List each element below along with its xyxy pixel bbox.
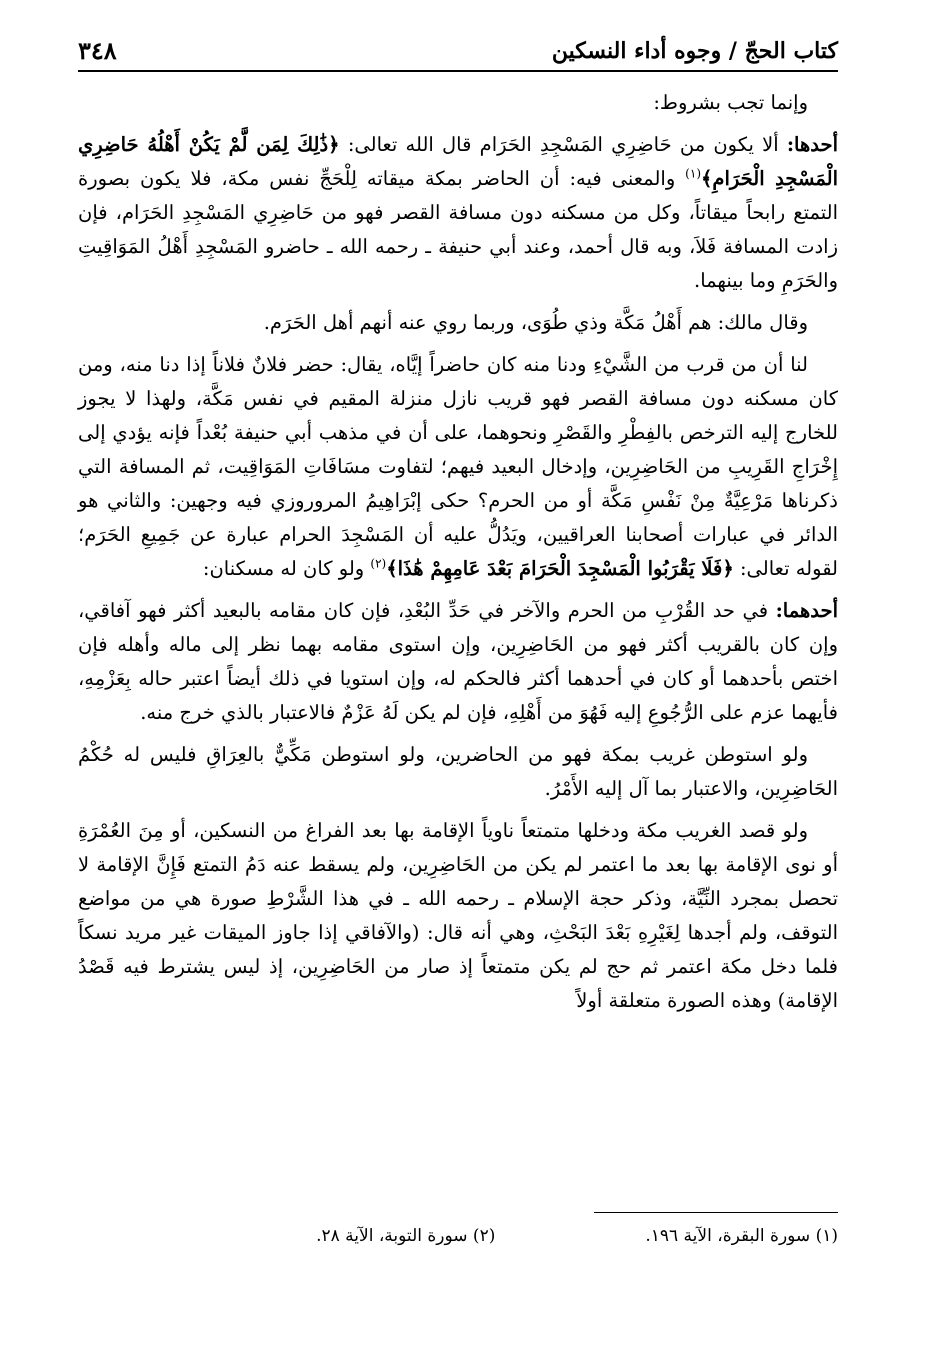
- quran-verse: ﴿فَلَا يَقْرَبُوا الْمَسْجِدَ الْحَرَامَ بَعْدَ عَامِهِمْ هَٰذَا﴾: [386, 557, 734, 580]
- paragraph-text: ألا يكون من حَاضِرِي المَسْجِدِ الحَرَام قال الله تعالى:: [339, 133, 787, 156]
- footnote-ref: (٢): [370, 556, 387, 571]
- paragraph-text: في حد القُرْبِ من الحرم والآخر في حَدِّ البُعْدِ، فإن كان مقامه بالبعيد أكثر فهو آفاقي، وإن كان بالقريب أكثر فهو من الحَاضِرِين، وإن استوى مقامه بهما نظر إلى ماله وأهله فإن اختص بأحدهما أو كان في أحدهما أكثر فالحكم له، وإن استويا في ذلك أيضاً اعتبر حاله بِعَزْمِهِ، فأيهما عزم على الرُّجُوعِ إليه فَهُوَ من أَهْلِهِ، فإن لم يكن لَهُ عَزْمٌ فالاعتبار بالذي خرج منه.: [78, 599, 838, 724]
- quran-verse: ﴿ذَٰلِكَ لِمَن لَّمْ يَكُنْ أَهْلُهُ حَاضِرِي الْمَسْجِدِ الْحَرَامِ﴾: [78, 133, 838, 190]
- paragraph: [78, 814, 838, 1018]
- paragraph: [78, 306, 838, 340]
- paragraph-text-continued: ولو كان له مسكنان:: [202, 557, 371, 580]
- footnote-divider: [594, 1212, 838, 1213]
- paragraph: [78, 738, 838, 806]
- footnote-row: [78, 1223, 838, 1249]
- paragraph: [78, 594, 838, 730]
- footnotes: [78, 1212, 838, 1249]
- paragraph: [78, 128, 838, 298]
- paragraph-lead: أحدهما:: [775, 599, 838, 622]
- running-title: كتاب الحجّ / وجوه أداء النسكين: [551, 38, 838, 64]
- page-header: [78, 26, 838, 72]
- footnote-2: (٢) سورة التوبة، الآية ٢٨.: [316, 1226, 496, 1246]
- page-number: ٣٤٨: [78, 36, 117, 65]
- paragraph-text: وإنما تجب بشروط:: [653, 91, 808, 114]
- paragraph-lead: أحدها:: [786, 133, 838, 156]
- footnote-ref: (١): [685, 166, 701, 181]
- footnote-1: (١) سورة البقرة، الآية ١٩٦.: [645, 1226, 838, 1246]
- paragraph-text: وقال مالك: هم أَهْلُ مَكَّة وذي طُوَى، وربما روي عنه أنهم أهل الحَرَم.: [263, 311, 808, 334]
- paragraph-text: ولو استوطن غريب بمكة فهو من الحاضرين، ولو استوطن مَكِّيٌّ بالعِرَاقِ فليس له حُكْمُ الحَاضِرِين، والاعتبار بما آل إليه الأَمْرُ.: [78, 743, 838, 800]
- paragraph-text: ولو قصد الغريب مكة ودخلها متمتعاً ناوياً الإقامة بها بعد الفراغ من النسكين، أو مِنَ العُمْرَةِ أو نوى الإقامة بها بعد ما اعتمر لم يكن من الحَاضِرِين، ولم يسقط عنه دَمُ التمتع فَإِنَّ الإقامة لا تحصل بمجرد النِّيَّة، وذكر حجة الإسلام ـ رحمه الله ـ في هذا الشَّرْطِ صورة هي من مواضع التوقف، ولم أجدها لِغَيْرِهِ بَعْدَ البَحْثِ، وهي أنه قال: (والآفاقي إذا جاوز الميقات غير مريد نسكاً فلما دخل مكة اعتمر ثم حج لم يكن متمتعاً إذ صار من الحَاضِرِين، إذ ليس يشترط فيه قَصْدُ الإقامة) وهذه الصورة متعلقة أولاً: [78, 819, 838, 1012]
- paragraph-text: لنا أن من قرب من الشَّيْءِ ودنا منه كان حاضراً إيَّاه، يقال: حضر فلانٌ فلاناً إذا دنا منه، ومن كان مسكنه دون مسافة القصر فهو قريب نازل منزلة المقيم في نفس مَكَّة، ولهذا لا يجوز للخارج إليه الترخص بالفِطْرِ والقَصْرِ ونحوهما، على أن في مذهب أبي حنيفة بُعْداً فإنه يؤدي إلى إِخْرَاجِ القَرِيبِ من الحَاضِرِين، وإدخال البعيد فيهم؛ لتفاوت مسَافَاتِ المَوَاقِيت، ثم المسافة التي ذكرناها مَرْعِيَّةٌ مِنْ نَفْسِ مَكَّة أو من الحرم؟ حكى إبْرَاهِيمُ المروروزي فيه وجهين: والثاني هو الدائر في عبارات أصحابنا العراقيين، ويَدُلُّ عليه أن المَسْجِدَ الحرام عبارة عن جَمِيعِ الحَرَم؛ لقوله تعالى:: [78, 353, 838, 580]
- paragraph: [78, 348, 838, 586]
- body-text: [78, 86, 838, 1018]
- book-page: [78, 26, 838, 1326]
- paragraph-text-continued: والمعنى فيه: أن الحاضر بمكة ميقاته لِلْحَجِّ نفس مكة، فلا يكون بصورة التمتع رابحاً ميقاتاً، وكل من مسكنه دون مسافة القصر فهو من حَاضِرِي المَسْجِدِ الحَرَام، فإن زادت المسافة فَلاَ، وبه قال أحمد، وعند أبي حنيفة ـ رحمه الله ـ حاضرو المَسْجِدِ أَهْلُ المَوَاقِيتِ والحَرَمِ وما بينهما.: [78, 167, 838, 292]
- paragraph: [78, 86, 838, 120]
